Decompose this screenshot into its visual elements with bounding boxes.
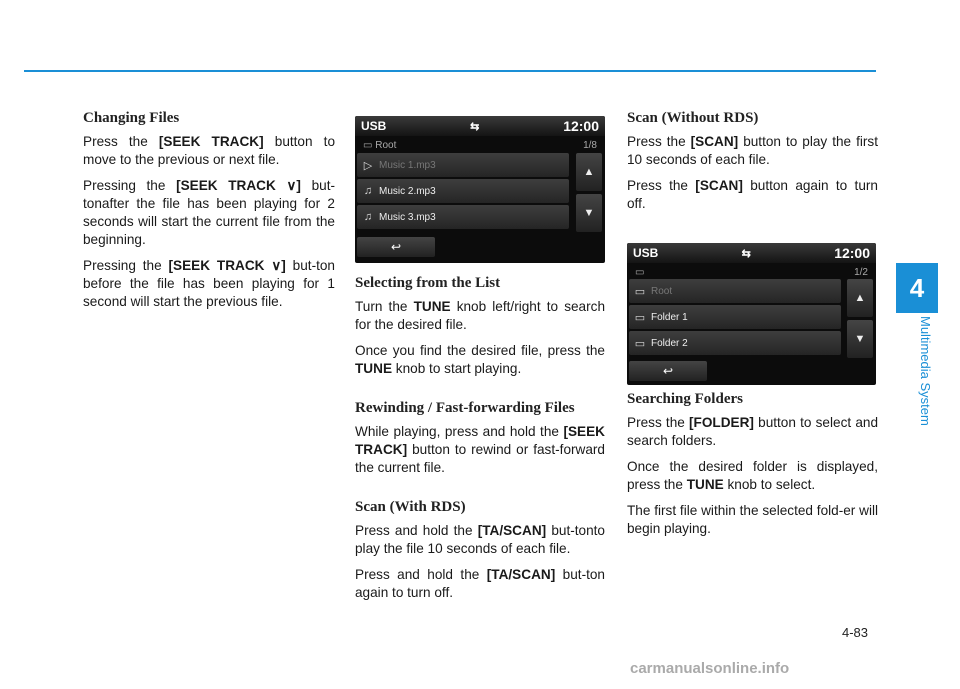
music-note-icon: ♫ <box>363 185 373 197</box>
scroll-down-button[interactable]: ▼ <box>847 320 873 358</box>
folder-icon: ▭ <box>634 311 646 324</box>
paragraph: Turn the TUNE knob left/right to search for the desired file. <box>355 299 606 332</box>
back-icon: ↩ <box>662 364 674 378</box>
paragraph: Press and hold the [TA/SCAN] but-ton again to turn off. <box>355 567 605 600</box>
back-button[interactable] <box>357 237 435 257</box>
paragraph: Press the [SEEK TRACK] button to move to the previous or next file. <box>83 134 336 167</box>
status-bar <box>627 243 876 263</box>
heading-searching-folders: Searching Folders <box>627 391 743 407</box>
folder-icon: ▭ <box>634 285 646 298</box>
usb-icon: ⇆ <box>741 247 751 260</box>
heading-scan-no-rds: Scan (Without RDS) <box>627 110 759 126</box>
scroll-up-button[interactable]: ▲ <box>576 153 602 191</box>
list-item[interactable]: ♫ Music 2.mp3 <box>357 179 569 203</box>
paragraph: Press and hold the [TA/SCAN] but-tonto play the file 10 seconds of each file. <box>355 523 605 556</box>
music-note-icon: ♫ <box>363 211 373 223</box>
column-3 <box>627 110 878 546</box>
paragraph: Once the desired folder is displayed, press the TUNE knob to select. <box>627 459 878 492</box>
folder-icon: ▭ <box>363 139 373 151</box>
scroll-up-button[interactable]: ▲ <box>847 279 873 317</box>
chapter-label: Multimedia System <box>918 316 933 426</box>
usb-folder-list-screenshot <box>627 243 876 385</box>
play-icon: ▷ <box>363 159 373 172</box>
chapter-tab: 4 <box>896 263 938 313</box>
scroll-down-button[interactable]: ▼ <box>576 194 602 232</box>
column-1 <box>83 110 335 319</box>
list-item[interactable]: ▭ Root <box>629 279 841 303</box>
usb-file-list-screenshot <box>355 116 605 263</box>
page-indicator: 1/2 <box>854 266 868 278</box>
source-label: USB <box>633 246 659 260</box>
heading-rewinding: Rewinding / Fast-forwarding Files <box>355 400 575 416</box>
folder-icon: ▭ <box>634 337 646 350</box>
paragraph: Pressing the [SEEK TRACK ∨] but-ton before the file has been playing for 1 second will start the previous file. <box>83 258 335 309</box>
paragraph: While playing, press and hold the [SEEK TRACK] button to rewind or fast-forward the current file. <box>355 424 605 475</box>
heading-changing-files: Changing Files <box>83 110 180 126</box>
status-bar <box>355 116 605 136</box>
paragraph: Once you find the desired file, press the TUNE knob to start playing. <box>355 343 605 376</box>
clock: 12:00 <box>834 245 870 261</box>
folder-path: ▭ Root 1/8 <box>363 139 597 151</box>
footer-watermark: carmanualsonline.info <box>630 660 790 677</box>
heading-scan-rds: Scan (With RDS) <box>355 499 466 515</box>
list-item[interactable]: ♫ Music 3.mp3 <box>357 205 569 229</box>
column-2 <box>355 110 605 610</box>
usb-icon: ⇆ <box>470 120 480 133</box>
list-item[interactable]: ▷ Music 1.mp3 <box>357 153 569 177</box>
page-indicator: 1/8 <box>583 139 597 151</box>
back-button[interactable] <box>629 361 707 381</box>
paragraph: Press the [SCAN] button again to turn off. <box>627 178 878 211</box>
page-number: 4-83 <box>842 625 869 640</box>
top-rule <box>24 70 876 72</box>
paragraph: Pressing the [SEEK TRACK ∨] but-tonafter the file has been playing for 2 seconds will start the current file from the beginning. <box>83 178 335 247</box>
back-icon: ↩ <box>390 240 402 254</box>
list-item[interactable]: ▭ Folder 1 <box>629 305 841 329</box>
paragraph: Press the [FOLDER] button to select and search folders. <box>627 415 878 448</box>
list-item[interactable]: ▭ Folder 2 <box>629 331 841 355</box>
paragraph: Press the [SCAN] button to play the first 10 seconds of each file. <box>627 134 878 167</box>
folder-icon: ▭ <box>635 266 645 278</box>
paragraph: The first file within the selected fold-er will begin playing. <box>627 503 878 536</box>
source-label: USB <box>361 119 387 133</box>
heading-selecting: Selecting from the List <box>355 275 501 291</box>
clock: 12:00 <box>563 118 599 134</box>
